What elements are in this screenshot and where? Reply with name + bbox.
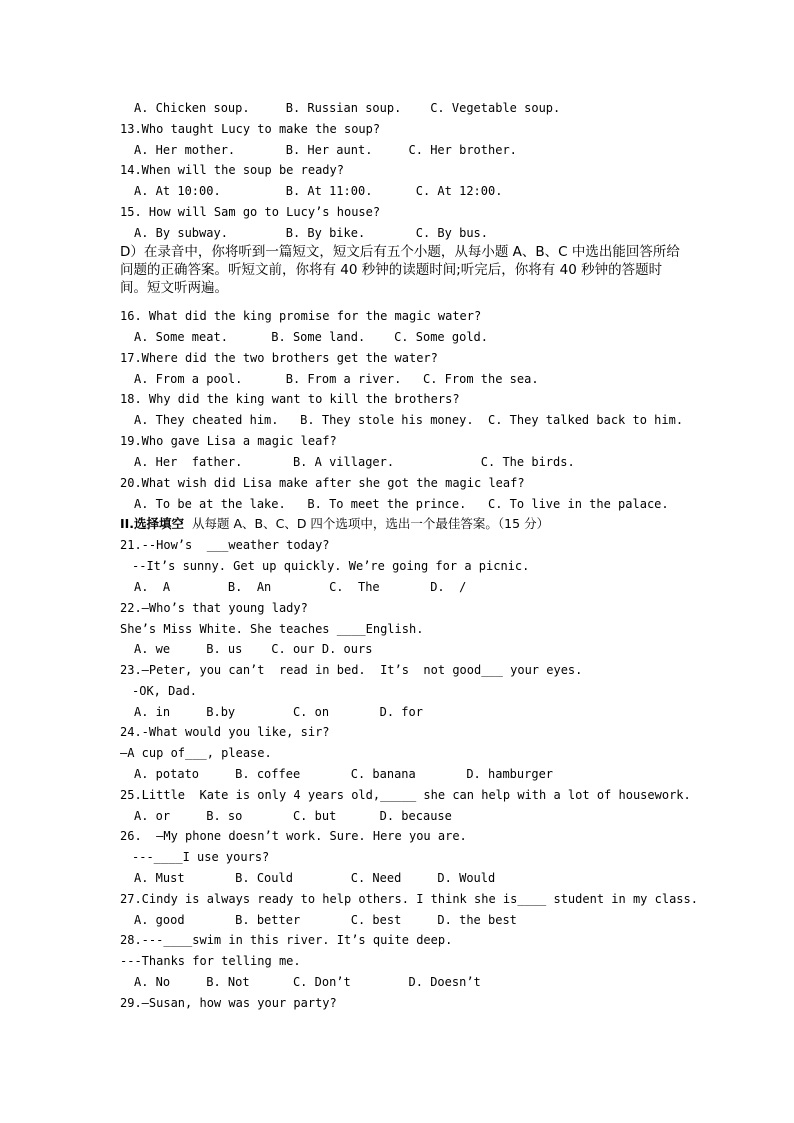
q23-options: A. in B.by C. on D. for (134, 705, 423, 719)
q14-question: 14.When will the soup be ready? (120, 163, 344, 177)
q15-options: A. By subway. B. By bike. C. By bus. (134, 226, 489, 240)
q24-question: 24.-What would you like, sir? (120, 725, 330, 739)
section-ii-heading (120, 516, 549, 532)
q27-question: 27.Cindy is always ready to help others. I think she is____ student in my class. (120, 892, 698, 906)
q25-options: A. or B. so C. but D. because (134, 809, 452, 823)
q20-options: A. To be at the lake. B. To meet the prince. C. To live in the palace. (134, 497, 669, 511)
q17-question: 17.Where did the two brothers get the water? (120, 351, 438, 365)
q28-options: A. No B. Not C. Don’t D. Doesn’t (134, 975, 481, 989)
q22-question: 22.—Who’s that young lady? (120, 601, 308, 615)
q21-question: 21.--How’s ___weather today? (120, 538, 330, 552)
q20-question: 20.What wish did Lisa make after she got the magic leaf? (120, 476, 525, 490)
q23-question: 23.—Peter, you can’t read in bed. It’s not good___ your eyes. (120, 663, 583, 677)
q26-question: 26. —My phone doesn’t work. Sure. Here you are. (120, 829, 467, 843)
q18-question: 18. Why did the king want to kill the brothers? (120, 392, 460, 406)
q23-reply: -OK, Dad. (132, 684, 198, 698)
q19-question: 19.Who gave Lisa a magic leaf? (120, 434, 337, 448)
q18-options: A. They cheated him. B. They stole his money. C. They talked back to him. (134, 413, 684, 427)
q24-reply: —A cup of___, please. (120, 746, 272, 760)
q21-reply: --It’s sunny. Get up quickly. We’re going for a picnic. (132, 559, 530, 573)
q15-question: 15. How will Sam go to Lucy’s house? (120, 205, 381, 219)
q26-reply: ---____I use yours? (132, 850, 270, 864)
section-d-instructions: D）在录音中，你将听到一篇短文，短文后有五个小题，从每小题 A、B、C 中选出能回答所给问题的正确答案。听短文前，你将有 40 秒钟的读题时间;听完后，你将有 40 秒钟的答题时间。短文听两遍。 (120, 244, 680, 296)
q27-options: A. good B. better C. best D. the best (134, 913, 517, 927)
q21-options: A. A B. An C. The D. / (134, 580, 467, 594)
q14-options: A. At 10:00. B. At 11:00. C. At 12:00. (134, 184, 503, 198)
section-ii-instructions: 从每题 A、B、C、D 四个选项中，选出一个最佳答案。（15 分） (184, 516, 550, 531)
q19-options: A. Her father. B. A villager. C. The birds. (134, 455, 575, 469)
q28-question: 28.---____swim in this river. It’s quite deep. (120, 933, 453, 947)
q13-question: 13.Who taught Lucy to make the soup? (120, 122, 381, 136)
q16-question: 16. What did the king promise for the magic water? (120, 309, 482, 323)
q29-question: 29.—Susan, how was your party? (120, 996, 337, 1010)
q24-options: A. potato B. coffee C. banana D. hamburger (134, 767, 554, 781)
q28-reply: ---Thanks for telling me. (120, 954, 301, 968)
q13-options: A. Her mother. B. Her aunt. C. Her brother. (134, 143, 517, 157)
q17-options: A. From a pool. B. From a river. C. From the sea. (134, 372, 539, 386)
section-ii-title: II.选择填空 (120, 516, 185, 531)
q26-options: A. Must B. Could C. Need D. Would (134, 871, 496, 885)
q12-options: A. Chicken soup. B. Russian soup. C. Vegetable soup. (134, 101, 561, 115)
q22-reply: She’s Miss White. She teaches ____English. (120, 622, 424, 636)
q16-options: A. Some meat. B. Some land. C. Some gold. (134, 330, 489, 344)
q25-question: 25.Little Kate is only 4 years old,_____ she can help with a lot of housework. (120, 788, 691, 802)
q22-options: A. we B. us C. our D. ours (134, 642, 373, 656)
